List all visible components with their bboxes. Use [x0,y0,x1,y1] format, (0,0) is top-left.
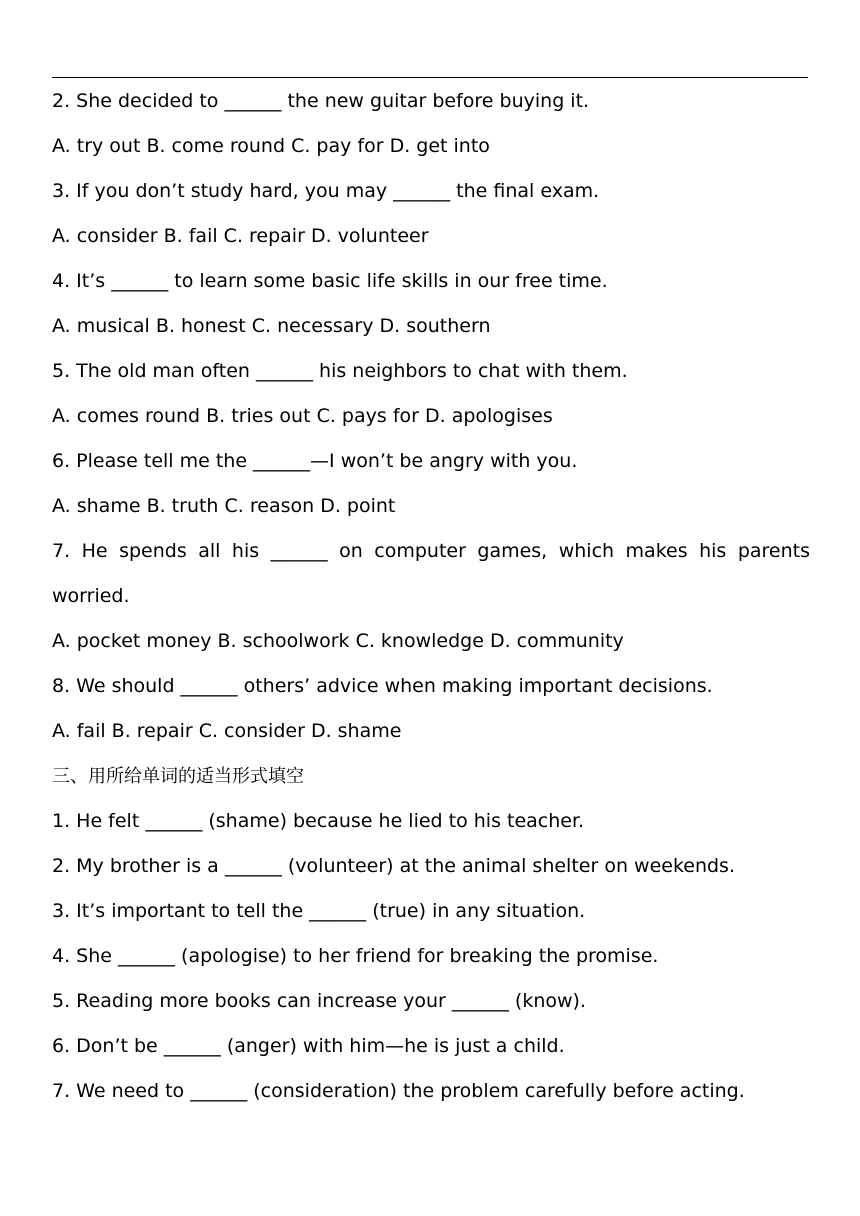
fill-in-item: 4. She ______ (apologise) to her friend for breaking the promise. [52,945,659,967]
question-options: A. fail B. repair C. consider D. shame [52,720,402,742]
section-heading: 三、用所给单词的适当形式填空 [52,766,304,787]
question-stem: 5. The old man often ______ his neighbors to chat with them. [52,360,628,382]
question-stem-line-1: 7. He spends all his ______ on computer games, which makes his parents [52,540,810,562]
question-stem: 4. It’s ______ to learn some basic life skills in our free time. [52,270,608,292]
fill-in-item: 7. We need to ______ (consideration) the problem carefully before acting. [52,1080,745,1102]
worksheet-page [52,79,810,1114]
question-options: A. comes round B. tries out C. pays for D. apologises [52,405,553,427]
fill-in-item: 6. Don’t be ______ (anger) with him—he is just a child. [52,1035,565,1057]
question-options: A. musical B. honest C. necessary D. southern [52,315,491,337]
fill-in-item: 3. It’s important to tell the ______ (true) in any situation. [52,900,586,922]
question-stem-line-2: worried. [52,585,130,607]
question-stem: 2. She decided to ______ the new guitar before buying it. [52,90,590,112]
question-options: A. pocket money B. schoolwork C. knowledge D. community [52,630,624,652]
question-options: A. shame B. truth C. reason D. point [52,495,396,517]
fill-in-item: 1. He felt ______ (shame) because he lied to his teacher. [52,810,585,832]
question-stem: 3. If you don’t study hard, you may ______ the final exam. [52,180,600,202]
question-options: A. try out B. come round C. pay for D. get into [52,135,490,157]
question-stem: 6. Please tell me the ______—I won’t be angry with you. [52,450,578,472]
question-stem: 8. We should ______ others’ advice when making important decisions. [52,675,713,697]
question-options: A. consider B. fail C. repair D. volunteer [52,225,429,247]
fill-in-item: 5. Reading more books can increase your ______ (know). [52,990,587,1012]
fill-in-item: 2. My brother is a ______ (volunteer) at the animal shelter on weekends. [52,855,735,877]
header-rule [52,77,808,78]
